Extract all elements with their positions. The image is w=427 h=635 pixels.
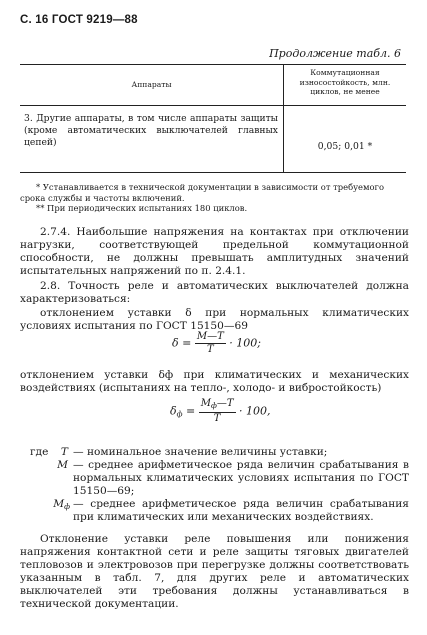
definition-mf-sub: ф xyxy=(64,502,70,511)
header-line: износостойкость, млн. xyxy=(299,77,391,87)
definitions-where: где xyxy=(30,446,49,458)
formula2-num-rest: —T xyxy=(216,398,234,409)
formula-numerator: M—T xyxy=(196,331,224,342)
formula2-denominator: T xyxy=(213,413,221,424)
formula2-num-sym: M xyxy=(200,398,211,409)
formula-fraction xyxy=(195,331,226,356)
definition-t-text: — номинальное значение величины уставки; xyxy=(73,446,328,458)
table-bottom-rule xyxy=(20,172,406,173)
formula-delta-f xyxy=(170,398,271,425)
formula-denominator: T xyxy=(206,344,214,355)
paragraph-2-8: 2.8. Точность реле и автоматических выключателей должна характеризоваться: xyxy=(20,280,409,305)
formula2-fraction xyxy=(199,398,236,425)
definition-m-text: — среднее арифметическое ряда величин срабатывания в нормальных климатических условиях испытания по ГОСТ 15150—69; xyxy=(73,459,409,497)
table-header-wear-resistance xyxy=(284,68,406,97)
formula-delta xyxy=(172,331,261,356)
definition-m-symbol: M xyxy=(57,459,68,471)
formula2-tail: · 100, xyxy=(239,404,271,418)
page-header: С. 16 ГОСТ 9219—88 xyxy=(20,14,138,26)
table-header-apparatus: Аппараты xyxy=(131,80,172,89)
formula-eq: = xyxy=(182,336,192,350)
header-line: Коммутационная xyxy=(310,68,380,77)
footnote-2: ** При периодических испытаниях 180 циклов. xyxy=(36,203,248,213)
formula2-numerator xyxy=(199,398,236,413)
formula2-lhs: δ xyxy=(170,404,177,418)
formula-lhs: δ xyxy=(172,336,179,350)
formula2-eq: = xyxy=(186,404,196,418)
definition-mf-symbol xyxy=(48,498,70,513)
formula-tail: · 100; xyxy=(229,336,261,350)
formula2-lhs-sub: ф xyxy=(176,409,183,419)
table-continuation-label: Продолжение табл. 6 xyxy=(269,47,401,60)
paragraph-2-7-4: 2.7.4. Наибольшие напряжения на контактах при отключении нагрузки, соответствующей предельной коммутационной способности, не должны превышать амплитудных значений испытательных напряжений по п. 2.4.1. xyxy=(20,226,409,277)
paragraph-2-8-a: отклонением уставки δ при нормальных климатических условиях испытания по ГОСТ 15150—69 xyxy=(20,307,409,332)
definition-mf-sym: M xyxy=(53,498,65,510)
paragraph-final: Отклонение уставки реле повышения или понижения напряжения контактной сети и реле защиты тяговых двигателей тепловозов и электровозов при перегрузке должны соответствовать указанным в табл. 7, для других реле и автоматических выключателей эти требования должны устанавливаться в технической документации. xyxy=(20,533,409,610)
definition-mf-text: — среднее арифметическое ряда величин срабатывания при климатических или механических воздействиях. xyxy=(73,498,409,523)
footnote-1: * Устанавливается в технической документации в зависимости от требуемого срока службы и частоты включений. xyxy=(20,182,384,203)
paragraph-2-8-b: отклонением уставки δф при климатических и механических воздействиях (испытаниях на тепло-, холодо- и вибростойкость) xyxy=(20,369,409,394)
table-header-rule xyxy=(20,105,406,106)
table-top-rule xyxy=(20,64,406,65)
table-row-text: 3. Другие аппараты, в том числе аппараты защиты (кроме автоматических выключателей главных цепей) xyxy=(24,113,278,148)
table-row-value: 0,05; 0,01 * xyxy=(317,141,373,152)
formula2-num-sub: ф xyxy=(210,401,217,410)
definition-t-symbol: T xyxy=(60,446,68,458)
header-line: циклов, не менее xyxy=(310,87,380,96)
